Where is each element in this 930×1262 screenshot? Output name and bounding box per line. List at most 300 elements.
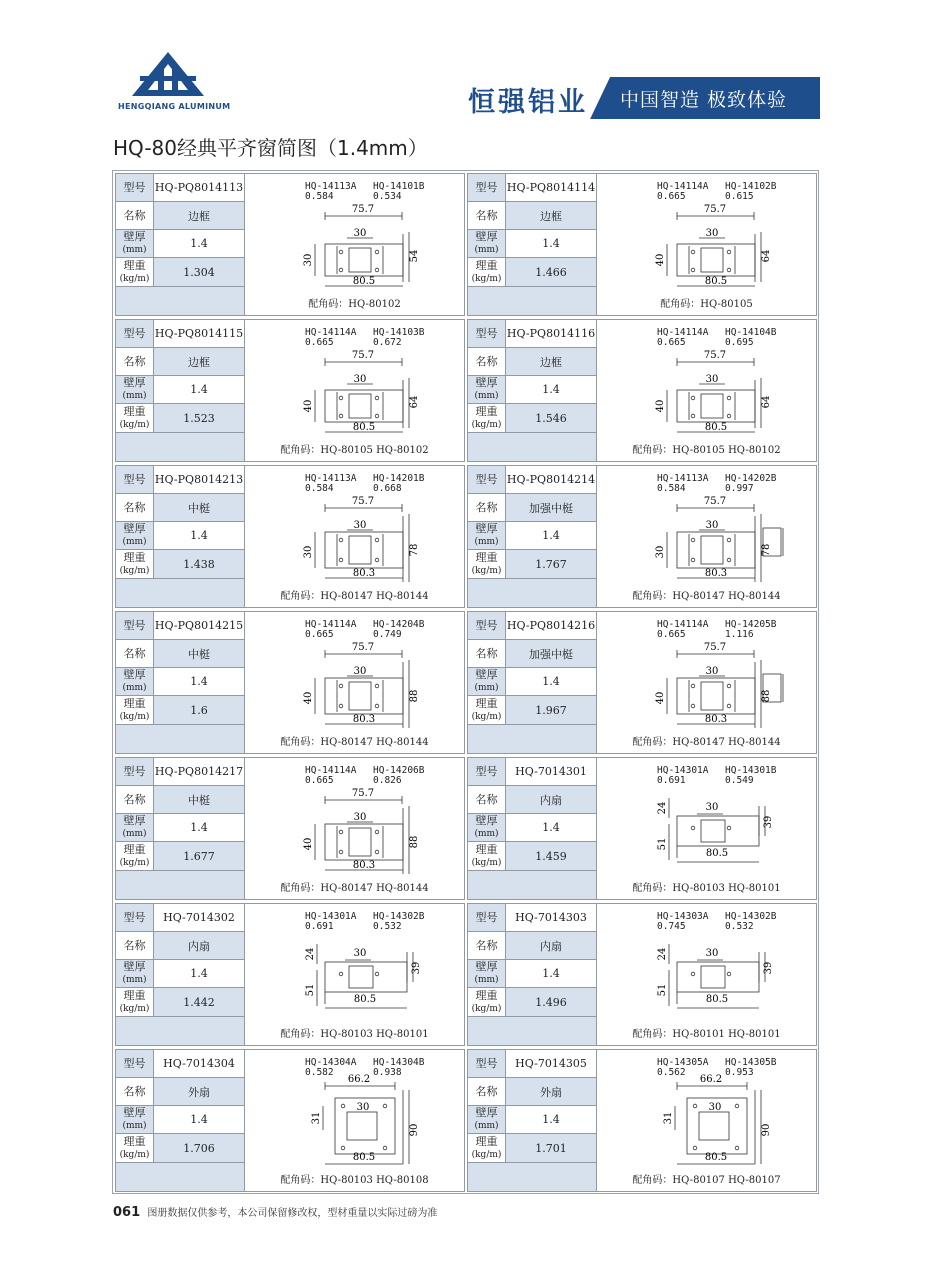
spec-row-blank — [468, 433, 596, 461]
part-b-code: HQ-14104B — [725, 327, 777, 338]
dimension-label: 39 — [763, 961, 774, 975]
dimension-label: 90 — [409, 1123, 420, 1137]
spec-table — [468, 758, 596, 899]
profile-drawing — [597, 320, 816, 461]
spec-row — [116, 814, 244, 842]
part-b-weight: 0.549 — [725, 775, 754, 786]
model-label: 型号 — [123, 326, 146, 340]
name-label: 名称 — [475, 208, 498, 222]
thickness-label: 壁厚 (mm) — [122, 1106, 147, 1131]
part-a-code: HQ-14301A — [657, 765, 709, 776]
model-value: HQ-PQ8014217 — [154, 765, 244, 778]
thickness-value: 1.4 — [542, 237, 560, 250]
model-label: 型号 — [123, 472, 146, 486]
name-label: 名称 — [123, 208, 146, 222]
model-value: HQ-PQ8014115 — [154, 327, 244, 340]
weight-label: 理重 (kg/m) — [471, 842, 502, 868]
spec-row — [468, 258, 596, 287]
spec-row — [116, 904, 244, 932]
spec-row — [116, 612, 244, 640]
spec-row — [116, 230, 244, 258]
spec-row — [468, 202, 596, 230]
spec-row-blank — [116, 433, 244, 461]
spec-table — [468, 320, 596, 461]
dimension-label: 30 — [705, 374, 719, 385]
thickness-value: 1.4 — [190, 529, 208, 542]
dimension-label: 75.7 — [351, 788, 375, 799]
model-label: 型号 — [475, 910, 498, 924]
part-b-weight: 1.116 — [725, 629, 754, 640]
thickness-label: 壁厚 (mm) — [122, 522, 147, 547]
spec-row — [468, 494, 596, 522]
weight-label: 理重 (kg/m) — [119, 696, 150, 722]
part-a-code: HQ-14114A — [305, 765, 357, 776]
corner-key: 配角码：HQ-80147 HQ-80144 — [280, 883, 429, 894]
spec-row — [116, 494, 244, 522]
profile-card — [115, 465, 465, 608]
weight-value: 1.523 — [183, 411, 215, 425]
part-b-weight: 0.997 — [725, 483, 754, 494]
dimension-label: 75.7 — [703, 496, 727, 507]
part-b-code: HQ-14206B — [373, 765, 425, 776]
spec-row — [468, 668, 596, 696]
part-b-code: HQ-14202B — [725, 473, 777, 484]
weight-value: 1.438 — [183, 557, 215, 571]
part-a-weight: 0.562 — [657, 1067, 686, 1078]
spec-row — [468, 1050, 596, 1078]
corner-key-codes: HQ-80103 HQ-80101 — [320, 1029, 429, 1040]
dimension-label: 80.5 — [705, 848, 729, 859]
model-value: HQ-7014305 — [515, 1057, 587, 1070]
spec-row — [116, 1134, 244, 1163]
corner-key: 配角码：HQ-80101 HQ-80101 — [632, 1029, 781, 1040]
weight-label: 理重 (kg/m) — [119, 988, 150, 1014]
name-label: 名称 — [475, 646, 498, 660]
spec-row — [116, 550, 244, 579]
part-b-code: HQ-14102B — [725, 181, 777, 192]
part-b-weight: 0.938 — [373, 1067, 402, 1078]
profile-drawing — [597, 174, 816, 315]
spec-row — [116, 668, 244, 696]
spec-row-blank — [116, 579, 244, 607]
profile-drawing — [245, 320, 464, 461]
dimension-label: 66.2 — [699, 1074, 723, 1085]
spec-row-blank — [116, 725, 244, 753]
name-value: 边框 — [540, 355, 562, 369]
profile-card — [467, 611, 817, 754]
dimension-label: 75.7 — [351, 204, 375, 215]
name-label: 名称 — [475, 354, 498, 368]
page-title: HQ-80经典平齐窗简图（1.4mm） — [113, 136, 428, 160]
spec-row — [116, 522, 244, 550]
slogan-text: 中国智造 极致体验 — [620, 89, 788, 111]
spec-row — [116, 842, 244, 871]
dimension-label: 80.5 — [704, 276, 728, 287]
part-a-weight: 0.665 — [305, 337, 334, 348]
profile-card — [467, 319, 817, 462]
spec-row — [116, 640, 244, 668]
dimension-label: 80.3 — [352, 568, 376, 579]
dimension-label: 39 — [763, 815, 774, 829]
dimension-label: 24 — [657, 801, 668, 815]
dimension-label: 75.7 — [703, 204, 727, 215]
thickness-value: 1.4 — [542, 821, 560, 834]
spec-row — [468, 612, 596, 640]
dimension-label: 30 — [705, 228, 719, 239]
profile-section-drawing — [245, 320, 464, 461]
part-b-code: HQ-14304B — [373, 1057, 425, 1068]
weight-label: 理重 (kg/m) — [471, 404, 502, 430]
corner-key: 配角码：HQ-80103 HQ-80101 — [280, 1029, 429, 1040]
dimension-label: 24 — [305, 947, 316, 961]
spec-row — [468, 786, 596, 814]
weight-value: 1.767 — [535, 557, 567, 571]
profile-card — [115, 319, 465, 462]
spec-row — [116, 404, 244, 433]
corner-key-codes: HQ-80147 HQ-80144 — [320, 737, 429, 748]
part-a-code: HQ-14113A — [305, 181, 357, 192]
dimension-label: 64 — [761, 395, 772, 409]
name-label: 名称 — [123, 646, 146, 660]
dimension-label: 80.5 — [353, 994, 377, 1005]
company-logo — [118, 50, 231, 116]
corner-key-codes: HQ-80107 HQ-80107 — [672, 1175, 781, 1186]
spec-row — [468, 904, 596, 932]
part-b-weight: 0.532 — [725, 921, 754, 932]
weight-value: 1.701 — [535, 1141, 567, 1155]
corner-key: 配角码：HQ-80103 HQ-80101 — [632, 883, 781, 894]
spec-row — [116, 376, 244, 404]
part-b-weight: 0.695 — [725, 337, 754, 348]
weight-value: 1.442 — [183, 995, 215, 1009]
part-a-code: HQ-14114A — [305, 327, 357, 338]
spec-row — [116, 348, 244, 376]
thickness-label: 壁厚 (mm) — [122, 376, 147, 401]
weight-label: 理重 (kg/m) — [471, 696, 502, 722]
model-label: 型号 — [123, 618, 146, 632]
weight-value: 1.466 — [535, 265, 567, 279]
dimension-label: 80.5 — [352, 1152, 376, 1163]
part-a-code: HQ-14114A — [657, 619, 709, 630]
name-value: 加强中梃 — [529, 647, 573, 661]
thickness-value: 1.4 — [190, 383, 208, 396]
profile-section-drawing — [245, 758, 464, 899]
name-value: 边框 — [188, 355, 210, 369]
thickness-value: 1.4 — [190, 1113, 208, 1126]
spec-row — [116, 988, 244, 1017]
part-a-code: HQ-14114A — [305, 619, 357, 630]
part-a-code: HQ-14303A — [657, 911, 709, 922]
dimension-label: 40 — [655, 253, 666, 267]
weight-label: 理重 (kg/m) — [119, 550, 150, 576]
part-a-code: HQ-14113A — [305, 473, 357, 484]
name-label: 名称 — [123, 1084, 146, 1098]
part-b-code: HQ-14201B — [373, 473, 425, 484]
profile-card — [115, 611, 465, 754]
name-value: 内扇 — [188, 939, 210, 953]
part-a-weight: 0.665 — [305, 775, 334, 786]
spec-table — [116, 466, 244, 607]
profile-section-drawing — [245, 904, 464, 1045]
spec-row — [116, 174, 244, 202]
name-label: 名称 — [123, 938, 146, 952]
dimension-label: 80.5 — [352, 276, 376, 287]
spec-row — [468, 640, 596, 668]
spec-row — [468, 1078, 596, 1106]
profile-card — [467, 1049, 817, 1192]
part-a-weight: 0.665 — [657, 629, 686, 640]
spec-row-blank — [468, 287, 596, 315]
page-footer — [113, 1204, 437, 1220]
profile-card — [467, 465, 817, 608]
spec-table — [116, 1050, 244, 1191]
dimension-label: 75.7 — [351, 496, 375, 507]
weight-label: 理重 (kg/m) — [471, 550, 502, 576]
part-b-code: HQ-14103B — [373, 327, 425, 338]
profile-drawing — [597, 466, 816, 607]
dimension-label: 66.2 — [347, 1074, 371, 1085]
dimension-label: 88 — [761, 689, 772, 703]
name-label: 名称 — [475, 792, 498, 806]
profile-drawing — [245, 904, 464, 1045]
weight-value: 1.496 — [535, 995, 567, 1009]
spec-row-blank — [116, 1163, 244, 1191]
profile-section-drawing — [597, 320, 816, 461]
spec-row — [116, 758, 244, 786]
spec-row — [468, 1134, 596, 1163]
weight-value: 1.6 — [190, 703, 208, 717]
page-number: 061 — [113, 1205, 141, 1220]
part-b-weight: 0.826 — [373, 775, 402, 786]
part-a-code: HQ-14301A — [305, 911, 357, 922]
thickness-value: 1.4 — [542, 675, 560, 688]
dimension-label: 30 — [705, 520, 719, 531]
dimension-label: 75.7 — [703, 642, 727, 653]
weight-label: 理重 (kg/m) — [471, 988, 502, 1014]
page-header — [0, 0, 930, 125]
profile-card — [467, 757, 817, 900]
spec-row — [468, 1106, 596, 1134]
profile-drawing — [245, 758, 464, 899]
weight-value: 1.304 — [183, 265, 215, 279]
thickness-value: 1.4 — [542, 1113, 560, 1126]
model-label: 型号 — [475, 764, 498, 778]
corner-key: 配角码：HQ-80147 HQ-80144 — [280, 737, 429, 748]
spec-row-blank — [116, 871, 244, 899]
dimension-label: 30 — [708, 1102, 722, 1113]
profile-section-drawing — [597, 174, 816, 315]
corner-key-codes: HQ-80147 HQ-80144 — [672, 591, 781, 602]
dimension-label: 54 — [409, 249, 420, 263]
spec-row — [116, 258, 244, 287]
thickness-value: 1.4 — [190, 821, 208, 834]
dimension-label: 30 — [353, 520, 367, 531]
dimension-label: 64 — [761, 249, 772, 263]
spec-row — [116, 960, 244, 988]
profile-section-drawing — [245, 174, 464, 315]
part-b-weight: 0.532 — [373, 921, 402, 932]
dimension-label: 30 — [705, 802, 719, 813]
model-value: HQ-7014304 — [163, 1057, 235, 1070]
model-value: HQ-PQ8014216 — [506, 619, 596, 632]
model-label: 型号 — [475, 618, 498, 632]
profile-drawing — [245, 1050, 464, 1191]
thickness-label: 壁厚 (mm) — [474, 814, 499, 839]
thickness-label: 壁厚 (mm) — [122, 668, 147, 693]
dimension-label: 78 — [761, 543, 772, 557]
dimension-label: 51 — [657, 983, 668, 997]
spec-row — [468, 814, 596, 842]
spec-table — [468, 174, 596, 315]
profile-card — [467, 173, 817, 316]
corner-key-codes: HQ-80101 HQ-80101 — [672, 1029, 781, 1040]
dimension-label: 78 — [409, 543, 420, 557]
footer-note: 图册数据仅供参考，本公司保留修改权，型材重量以实际过磅为准 — [147, 1208, 438, 1219]
corner-key: 配角码：HQ-80105 HQ-80102 — [280, 445, 429, 456]
name-label: 名称 — [475, 500, 498, 514]
spec-row — [468, 960, 596, 988]
weight-label: 理重 (kg/m) — [119, 842, 150, 868]
model-value: HQ-PQ8014116 — [506, 327, 596, 340]
part-a-code: HQ-14114A — [657, 327, 709, 338]
dimension-label: 51 — [657, 837, 668, 851]
corner-key: 配角码：HQ-80147 HQ-80144 — [632, 737, 781, 748]
profile-section-drawing — [597, 758, 816, 899]
spec-row-blank — [468, 871, 596, 899]
model-value: HQ-7014303 — [515, 911, 587, 924]
spec-row — [116, 786, 244, 814]
part-a-weight: 0.584 — [657, 483, 686, 494]
name-value: 中梃 — [188, 647, 210, 661]
profile-section-drawing — [245, 466, 464, 607]
dimension-label: 88 — [409, 689, 420, 703]
profile-drawing — [245, 466, 464, 607]
spec-row — [116, 466, 244, 494]
spec-row — [468, 376, 596, 404]
spec-row — [116, 932, 244, 960]
dimension-label: 40 — [655, 399, 666, 413]
part-b-weight: 0.534 — [373, 191, 402, 202]
dimension-label: 90 — [761, 1123, 772, 1137]
name-label: 名称 — [123, 354, 146, 368]
dimension-label: 40 — [303, 691, 314, 705]
dimension-label: 40 — [303, 837, 314, 851]
dimension-label: 30 — [303, 545, 314, 559]
spec-row — [468, 466, 596, 494]
profile-section-drawing — [597, 612, 816, 753]
corner-key-codes: HQ-80147 HQ-80144 — [320, 883, 429, 894]
spec-table — [116, 758, 244, 899]
corner-key-codes: HQ-80103 HQ-80101 — [672, 883, 781, 894]
profile-drawing — [245, 174, 464, 315]
profile-section-drawing — [597, 904, 816, 1045]
part-b-weight: 0.672 — [373, 337, 402, 348]
logo-text: HENGQIANG ALUMINUM — [118, 102, 231, 111]
weight-value: 1.677 — [183, 849, 215, 863]
weight-value: 1.967 — [535, 703, 567, 717]
model-value: HQ-PQ8014113 — [154, 181, 244, 194]
name-label: 名称 — [123, 792, 146, 806]
name-label: 名称 — [475, 938, 498, 952]
profile-card — [115, 1049, 465, 1192]
spec-row-blank — [468, 579, 596, 607]
corner-key: 配角码：HQ-80102 — [308, 299, 401, 310]
model-label: 型号 — [475, 1056, 498, 1070]
part-b-code: HQ-14101B — [373, 181, 425, 192]
name-value: 加强中梃 — [529, 501, 573, 515]
corner-key-codes: HQ-80105 HQ-80102 — [320, 445, 429, 456]
part-a-weight: 0.665 — [305, 629, 334, 640]
part-a-code: HQ-14304A — [305, 1057, 357, 1068]
name-value: 外扇 — [188, 1085, 210, 1099]
profile-drawing — [245, 612, 464, 753]
model-label: 型号 — [123, 764, 146, 778]
spec-row — [116, 320, 244, 348]
profile-drawing — [597, 1050, 816, 1191]
dimension-label: 30 — [705, 666, 719, 677]
profile-card — [115, 903, 465, 1046]
weight-label: 理重 (kg/m) — [119, 1134, 150, 1160]
part-b-weight: 0.615 — [725, 191, 754, 202]
weight-value: 1.546 — [535, 411, 567, 425]
corner-key: 配角码：HQ-80105 HQ-80102 — [632, 445, 781, 456]
thickness-label: 壁厚 (mm) — [474, 230, 499, 255]
part-a-weight: 0.745 — [657, 921, 686, 932]
spec-row — [468, 522, 596, 550]
dimension-label: 80.3 — [352, 714, 376, 725]
spec-row-blank — [468, 725, 596, 753]
name-value: 内扇 — [540, 793, 562, 807]
model-value: HQ-PQ8014114 — [506, 181, 596, 194]
dimension-label: 80.5 — [352, 422, 376, 433]
thickness-label: 壁厚 (mm) — [474, 960, 499, 985]
spec-row-blank — [116, 1017, 244, 1045]
profile-drawing — [597, 612, 816, 753]
part-b-code: HQ-14305B — [725, 1057, 777, 1068]
dimension-label: 75.7 — [703, 350, 727, 361]
model-label: 型号 — [123, 180, 146, 194]
part-b-code: HQ-14205B — [725, 619, 777, 630]
spec-row — [468, 988, 596, 1017]
dimension-label: 75.7 — [351, 350, 375, 361]
part-a-weight: 0.584 — [305, 191, 334, 202]
dimension-label: 30 — [353, 374, 367, 385]
dimension-label: 80.3 — [352, 860, 376, 871]
name-label: 名称 — [475, 1084, 498, 1098]
part-b-code: HQ-14302B — [725, 911, 777, 922]
thickness-value: 1.4 — [190, 675, 208, 688]
part-a-weight: 0.584 — [305, 483, 334, 494]
corner-key-codes: HQ-80103 HQ-80108 — [320, 1175, 429, 1186]
spec-row — [116, 1106, 244, 1134]
profile-section-drawing — [245, 1050, 464, 1191]
model-value: HQ-7014302 — [163, 911, 235, 924]
model-label: 型号 — [475, 180, 498, 194]
dimension-label: 80.3 — [704, 714, 728, 725]
spec-row-blank — [468, 1017, 596, 1045]
name-value: 边框 — [540, 209, 562, 223]
part-a-code: HQ-14113A — [657, 473, 709, 484]
corner-key-codes: HQ-80147 HQ-80144 — [672, 737, 781, 748]
spec-table — [468, 1050, 596, 1191]
corner-key: 配角码：HQ-80107 HQ-80107 — [632, 1175, 781, 1186]
profile-section-drawing — [597, 466, 816, 607]
dimension-label: 40 — [303, 399, 314, 413]
thickness-label: 壁厚 (mm) — [474, 522, 499, 547]
part-a-code: HQ-14305A — [657, 1057, 709, 1068]
dimension-label: 80.3 — [704, 568, 728, 579]
part-a-code: HQ-14114A — [657, 181, 709, 192]
